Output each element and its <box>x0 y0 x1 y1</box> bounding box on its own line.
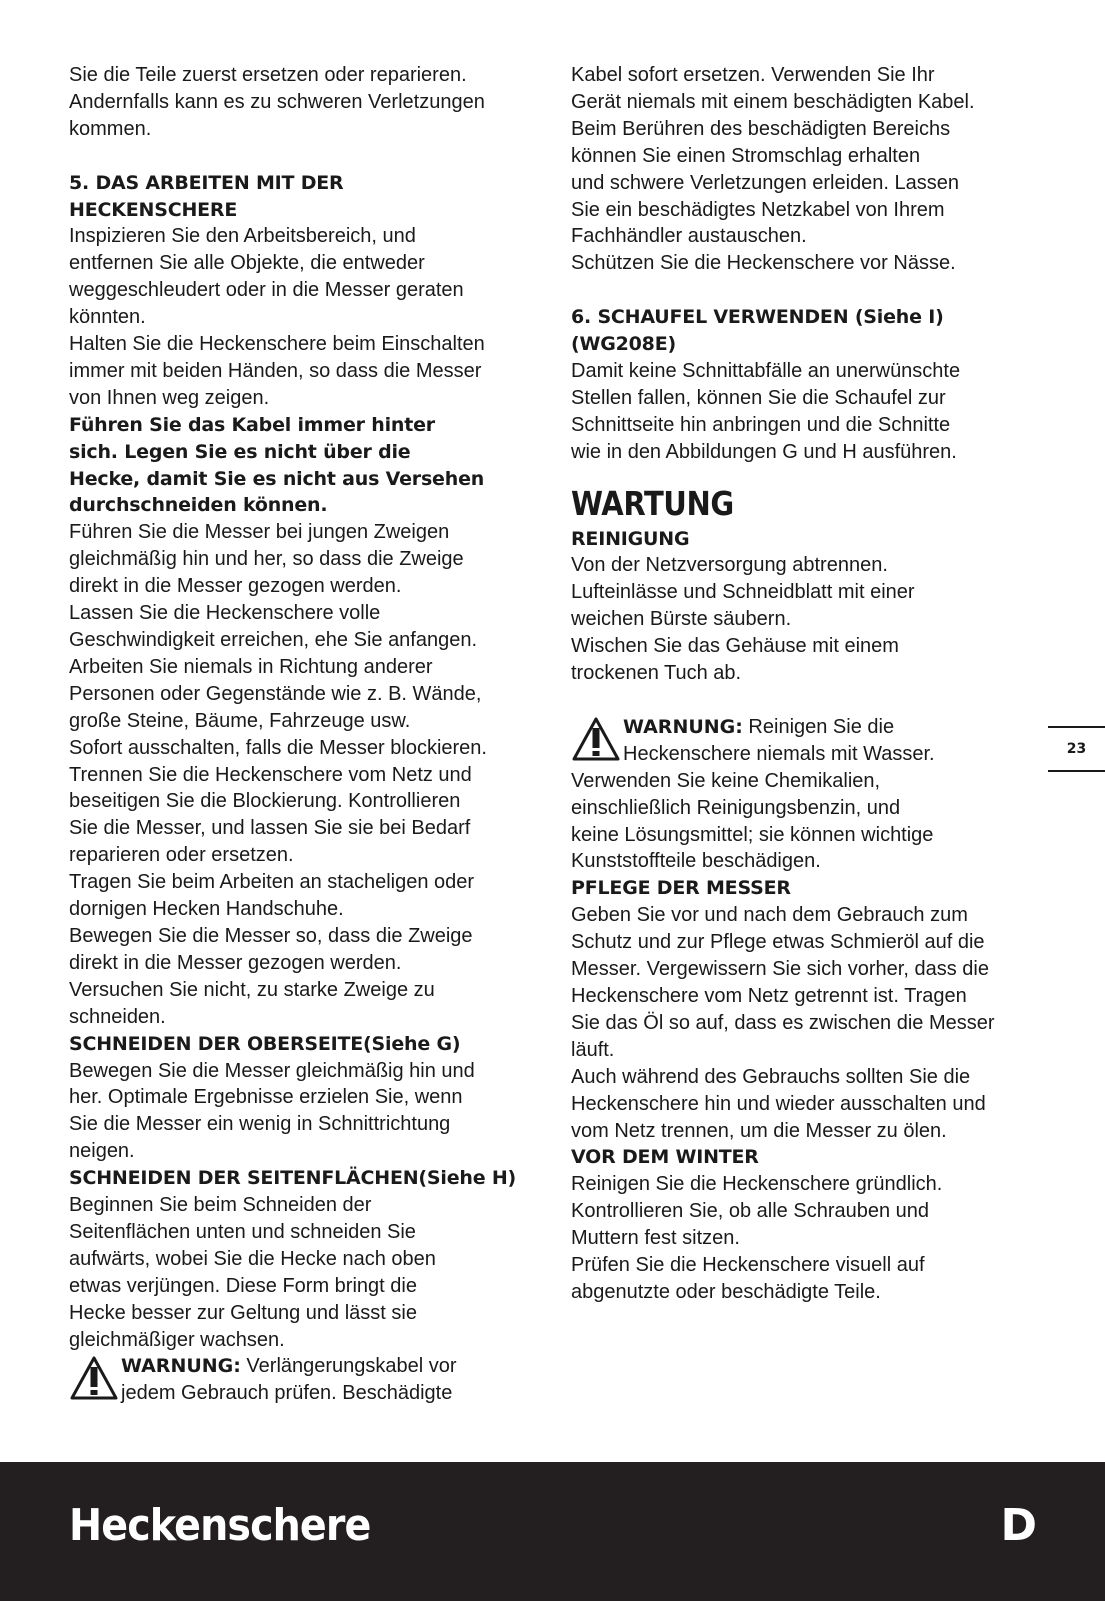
text-line: Führen Sie das Kabel immer hinter <box>69 413 435 436</box>
text-line: Damit keine Schnittabfälle an unerwünschte <box>571 359 961 382</box>
text-line: Hecke, damit Sie es nicht aus Versehen <box>69 467 485 490</box>
text-line: Wischen Sie das Gehäuse mit einem <box>571 635 899 658</box>
text-line: Gerät niemals mit einem beschädigten Kabel. <box>571 90 975 113</box>
text-line: Lufteinlässe und Schneidblatt mit einer <box>571 581 915 604</box>
text-line: trockenen Tuch ab. <box>571 662 742 685</box>
text-line: Sie die Messer ein wenig in Schnittrichtung <box>69 1113 451 1136</box>
text-line: durchschneiden können. <box>69 494 328 517</box>
text-line: Führen Sie die Messer bei jungen Zweigen <box>69 521 450 544</box>
text-line: Andernfalls kann es zu schweren Verletzungen <box>69 90 485 113</box>
cable-continuation-paragraph <box>571 62 1041 277</box>
text-line: Von der Netzversorgung abtrennen. <box>571 554 888 577</box>
text-line: Inspizieren Sie den Arbeitsbereich, und <box>69 225 416 248</box>
intro-paragraph <box>69 62 539 143</box>
warning-text: Heckenschere niemals mit Wasser. <box>623 742 935 765</box>
text-line: große Steine, Bäume, Fahrzeuge usw. <box>69 709 411 732</box>
maintenance-title: WARTUNG <box>571 483 734 523</box>
text-line: und schwere Verletzungen erleiden. Lassen <box>571 171 960 194</box>
text-line: Kabel sofort ersetzen. Verwenden Sie Ihr <box>571 64 935 86</box>
section-6-paragraph <box>571 358 1041 466</box>
text-line: Reinigen Sie die Heckenschere gründlich. <box>571 1173 943 1196</box>
section-5-heading <box>69 170 539 224</box>
top-cutting-heading: SCHNEIDEN DER OBERSEITE(Siehe G) <box>69 1032 461 1055</box>
text-line: Fachhändler austauschen. <box>571 225 807 248</box>
cleaning-paragraph <box>571 552 1041 687</box>
text-line: Sofort ausschalten, falls die Messer blockieren. <box>69 736 487 759</box>
text-line: Lassen Sie die Heckenschere volle <box>69 602 381 625</box>
text-line: Personen oder Gegenstände wie z. B. Wände, <box>69 682 482 705</box>
text-line: gleichmäßiger wachsen. <box>69 1328 285 1351</box>
text-line: entfernen Sie alle Objekte, die entweder <box>69 252 425 275</box>
text-line: abgenutzte oder beschädigte Teile. <box>571 1280 881 1303</box>
warning-text: Reinigen Sie die <box>742 715 895 738</box>
text-line: Heckenschere vom Netz getrennt ist. Tragen <box>571 984 967 1007</box>
text-line: Schützen Sie die Heckenschere vor Nässe. <box>571 252 956 275</box>
text-line: Seitenflächen unten und schneiden Sie <box>69 1220 416 1243</box>
text-line: Bewegen Sie die Messer so, dass die Zweige <box>69 924 473 947</box>
text-line: Auch während des Gebrauchs sollten Sie die <box>571 1065 971 1088</box>
warning-text: Verlängerungskabel vor <box>240 1355 457 1378</box>
water-cleaning-warning <box>571 714 1041 768</box>
text-line: weggeschleudert oder in die Messer geraten <box>69 279 464 302</box>
text-line: Schnittseite hin anbringen und die Schnitte <box>571 413 951 436</box>
text-line: wie in den Abbildungen G und H ausführen. <box>571 440 957 463</box>
text-line: Versuchen Sie nicht, zu starke Zweige zu <box>69 978 435 1001</box>
heading-line: 5. DAS ARBEITEN MIT DER <box>69 171 344 194</box>
warning-triangle-icon <box>69 1355 119 1401</box>
right-column <box>571 62 1041 1306</box>
warning-label: WARNUNG: <box>121 1355 241 1378</box>
text-line: Geben Sie vor und nach dem Gebrauch zum <box>571 904 968 927</box>
text-line: beseitigen Sie die Blockierung. Kontrollieren <box>69 790 461 813</box>
heading-line: (WG208E) <box>571 333 676 356</box>
text-line: Arbeiten Sie niemals in Richtung anderer <box>69 655 433 678</box>
text-line: Prüfen Sie die Heckenschere visuell auf <box>571 1254 925 1277</box>
warning-text: jedem Gebrauch prüfen. Beschädigte <box>121 1382 453 1405</box>
cleaning-heading: REINIGUNG <box>571 527 690 550</box>
text-line: Sie das Öl so auf, dass es zwischen die Messer <box>571 1011 995 1034</box>
before-winter-paragraph <box>571 1171 1041 1306</box>
cable-warning-bold <box>69 412 539 520</box>
text-line: aufwärts, wobei Sie die Hecke nach oben <box>69 1247 436 1270</box>
extension-cable-warning <box>69 1353 539 1407</box>
text-line: gleichmäßig hin und her, so dass die Zweige <box>69 548 464 571</box>
text-line: her. Optimale Ergebnisse erzielen Sie, wenn <box>69 1086 463 1109</box>
text-line: Verwenden Sie keine Chemikalien, <box>571 769 881 792</box>
text-line: direkt in die Messer gezogen werden. <box>69 575 402 598</box>
text-line: Kunststoffteile beschädigen. <box>571 850 821 873</box>
language-code: D <box>1000 1500 1037 1551</box>
text-line: schneiden. <box>69 1005 166 1028</box>
warning-continuation <box>571 768 1041 876</box>
text-line: dornigen Hecken Handschuhe. <box>69 898 344 921</box>
text-line: Kontrollieren Sie, ob alle Schrauben und <box>571 1200 930 1223</box>
page-number: 23 <box>1048 726 1105 772</box>
text-line: Hecke besser zur Geltung und lässt sie <box>69 1301 417 1324</box>
text-line: Sie die Teile zuerst ersetzen oder reparieren. <box>69 64 467 86</box>
footer-bar <box>0 1462 1105 1601</box>
side-cutting-heading: SCHNEIDEN DER SEITENFLÄCHEN(Siehe H) <box>69 1167 517 1190</box>
text-line: vom Netz trennen, um die Messer zu ölen. <box>571 1119 947 1142</box>
text-line: Halten Sie die Heckenschere beim Einschalten <box>69 333 485 356</box>
text-line: immer mit beiden Händen, so dass die Messer <box>69 359 482 382</box>
text-line: neigen. <box>69 1140 135 1163</box>
section-5-paragraph-2 <box>69 519 539 1030</box>
text-line: Geschwindigkeit erreichen, ehe Sie anfangen. <box>69 629 478 652</box>
top-cutting-paragraph <box>69 1058 539 1166</box>
text-line: von Ihnen weg zeigen. <box>69 386 270 409</box>
text-line: kommen. <box>69 117 152 140</box>
warning-label: WARNUNG: <box>623 715 743 738</box>
text-line: Sie die Messer, und lassen Sie sie bei Bedarf <box>69 817 471 840</box>
text-line: direkt in die Messer gezogen werden. <box>69 951 402 974</box>
left-column <box>69 62 539 1407</box>
section-5-paragraph-1 <box>69 223 539 411</box>
text-line: Stellen fallen, können Sie die Schaufel zur <box>571 386 946 409</box>
text-line: Beim Berühren des beschädigten Bereichs <box>571 117 951 140</box>
text-line: läuft. <box>571 1038 615 1061</box>
footer-title: Heckenschere <box>69 1500 371 1551</box>
section-6-heading <box>571 304 1041 358</box>
warning-triangle-icon <box>571 716 621 762</box>
text-line: Trennen Sie die Heckenschere vom Netz und <box>69 763 472 786</box>
text-line: Schutz und zur Pflege etwas Schmieröl auf die <box>571 931 985 954</box>
text-line: Bewegen Sie die Messer gleichmäßig hin und <box>69 1059 475 1082</box>
blade-care-heading: PFLEGE DER MESSER <box>571 877 791 900</box>
text-line: Heckenschere hin und wieder ausschalten und <box>571 1092 986 1115</box>
before-winter-heading: VOR DEM WINTER <box>571 1146 759 1169</box>
side-cutting-paragraph <box>69 1192 539 1353</box>
text-line: können Sie einen Stromschlag erhalten <box>571 144 921 167</box>
blade-care-paragraph <box>571 902 1041 1144</box>
text-line: Messer. Vergewissern Sie sich vorher, dass die <box>571 958 989 981</box>
text-line: Tragen Sie beim Arbeiten an stacheligen oder <box>69 871 475 894</box>
text-line: Sie ein beschädigtes Netzkabel von Ihrem <box>571 198 945 221</box>
heading-line: 6. SCHAUFEL VERWENDEN (Siehe I) <box>571 306 944 329</box>
text-line: sich. Legen Sie es nicht über die <box>69 440 411 463</box>
text-line: keine Lösungsmittel; sie können wichtige <box>571 823 934 846</box>
text-line: etwas verjüngen. Diese Form bringt die <box>69 1274 417 1297</box>
text-line: könnten. <box>69 306 146 329</box>
heading-line: HECKENSCHERE <box>69 198 238 221</box>
text-line: Muttern fest sitzen. <box>571 1227 740 1250</box>
text-line: einschließlich Reinigungsbenzin, und <box>571 796 901 819</box>
text-line: reparieren oder ersetzen. <box>69 844 294 867</box>
text-line: Beginnen Sie beim Schneiden der <box>69 1194 372 1217</box>
text-line: weichen Bürste säubern. <box>571 608 792 631</box>
